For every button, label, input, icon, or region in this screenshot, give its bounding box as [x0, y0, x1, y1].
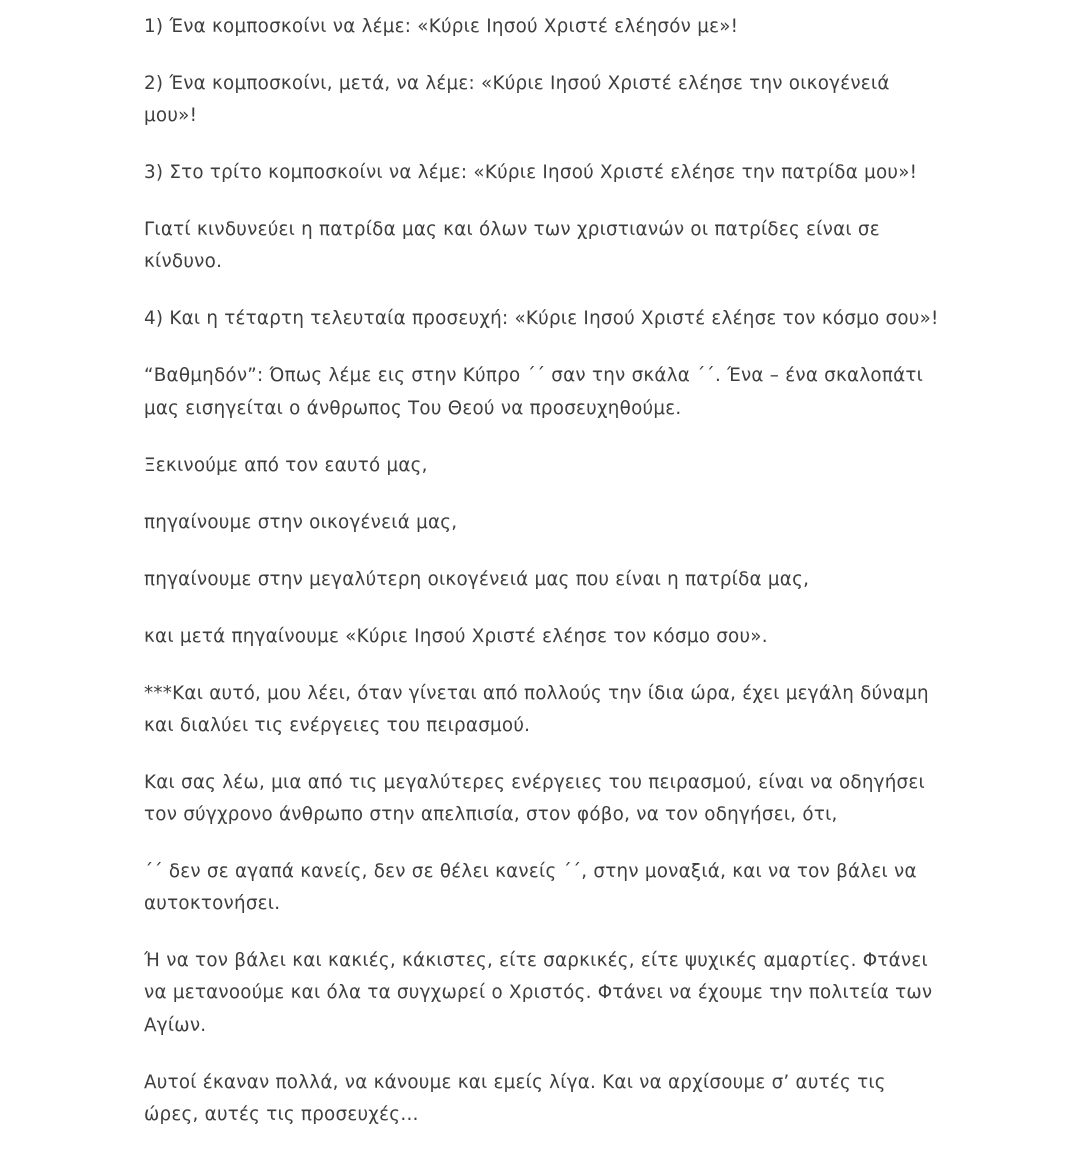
paragraph: Γιατί κινδυνεύει η πατρίδα μας και όλων των χριστιανών οι πατρίδες είναι σε κίνδυνο.: [144, 219, 880, 273]
paragraph: ΄΄ δεν σε αγαπά κανείς, δεν σε θέλει κανείς ΄΄, στην μοναξιά, και να τον βάλει να αυτοκτονήσει.: [144, 861, 917, 915]
prayer-step-3: 3) Στο τρίτο κομποσκοίνι να λέμε: «Κύριε Ιησού Χριστέ ελέησε την πατρίδα μου»!: [144, 162, 918, 184]
paragraph: πηγαίνουμε στην οικογένειά μας,: [144, 511, 458, 533]
prayer-step-2: 2) Ένα κομποσκοίνι, μετά, να λέμε: «Κύριε Ιησού Χριστέ ελέησε την οικογένειά μου»!: [144, 73, 890, 127]
paragraph: “Βαθμηδόν”: Όπως λέμε εις στην Κύπρο ΄΄ σαν την σκάλα ΄΄. Ένα – ένα σκαλοπάτι μας εισηγείται ο άνθρωπος Του Θεού να προσευχηθούμε.: [144, 365, 924, 419]
paragraph: Αυτοί έκαναν πολλά, να κάνουμε και εμείς λίγα. Και να αρχίσουμε σ’ αυτές τις ώρες, αυτές τις προσευχές…: [144, 1071, 886, 1125]
paragraph: πηγαίνουμε στην μεγαλύτερη οικογένειά μας που είναι η πατρίδα μας,: [144, 568, 810, 590]
prayer-step-4: 4) Και η τέταρτη τελευταία προσευχή: «Κύριε Ιησού Χριστέ ελέησε τον κόσμο σου»!: [144, 308, 939, 330]
paragraph: ***Και αυτό, μου λέει, όταν γίνεται από πολλούς την ίδια ώρα, έχει μεγάλη δύναμη και διαλύει τις ενέργειες του πειρασμού.: [144, 682, 929, 736]
paragraph: και μετά πηγαίνουμε «Κύριε Ιησού Χριστέ ελέησε τον κόσμο σου».: [144, 625, 768, 647]
paragraph: Και σας λέω, μια από τις μεγαλύτερες ενέργειες του πειρασμού, είναι να οδηγήσει τον σύγχρονο άνθρωπο στην απελπισία, στον φόβο, να τον οδηγήσει, ότι,: [144, 771, 925, 826]
prayer-step-1: 1) Ένα κομποσκοίνι να λέμε: «Κύριε Ιησού Χριστέ ελέησόν με»!: [144, 16, 739, 37]
article-body: [144, 11, 944, 1156]
paragraph: Ή να τον βάλει και κακιές, κάκιστες, είτε σαρκικές, είτε ψυχικές αμαρτίες. Φτάνει να μετανοούμε και όλα τα συγχωρεί ο Χριστός. Φτάνει να έχουμε την πολιτεία των Αγίων.: [144, 950, 933, 1036]
paragraph: Ξεκινούμε από τον εαυτό μας,: [144, 454, 428, 476]
